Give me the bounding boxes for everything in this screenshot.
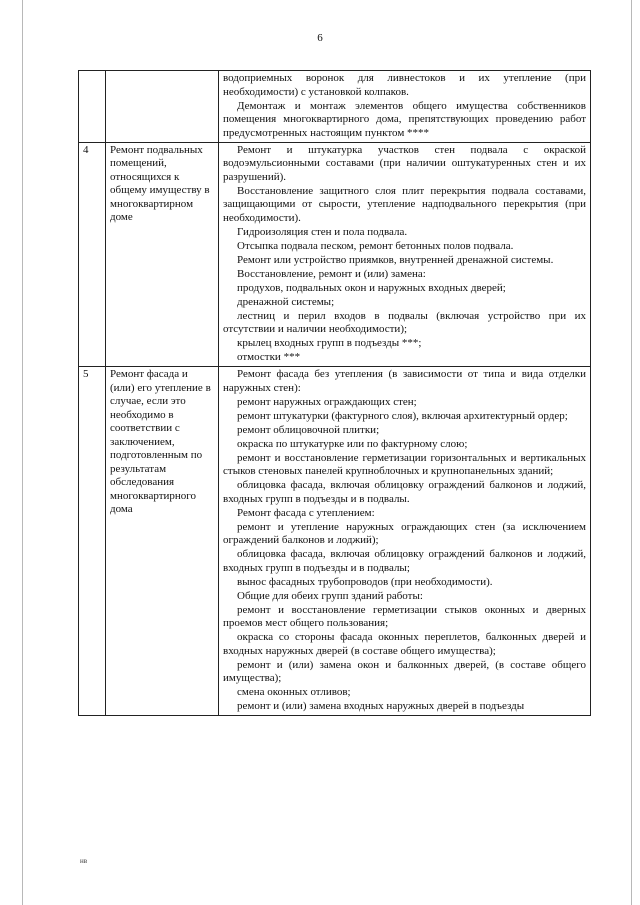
content-paragraph: ремонт и восстановление герметизации горизонтальных и вертикальных стыков стеновых панелей крупноблочных и крупнопанельных зданий; — [223, 451, 586, 477]
content-paragraph: Восстановление, ремонт и (или) замена: — [237, 267, 426, 280]
content-paragraph: Ремонт и штукатурка участков стен подвала с окраской водоэмульсионными составами (при наличии оштукатуренных стен и их разрушений). — [223, 143, 586, 183]
content-paragraph: Ремонт или устройство приямков, внутренней дренажной системы. — [237, 253, 554, 266]
scan-edge-left — [22, 0, 23, 905]
row-title — [106, 71, 219, 143]
row-number: 5 — [79, 367, 106, 716]
content-paragraph: Восстановление защитного слоя плит перекрытия подвала составами, защищающими от сырости, утепление надподвального перекрытия (при необходимости). — [223, 184, 586, 224]
row-content — [219, 71, 591, 143]
footer-mark: нв — [80, 857, 88, 865]
row-content — [219, 142, 591, 367]
table-row — [79, 142, 591, 367]
row-number: 4 — [79, 142, 106, 367]
content-paragraph: Демонтаж и монтаж элементов общего имущества собственников помещения многоквартирного дома, препятствующих проведению работ предусмотренных настоящим пунктом **** — [223, 99, 586, 139]
content-paragraph: облицовка фасада, включая облицовку ограждений балконов и лоджий, входных групп в подъезды и в подвалы; — [223, 548, 586, 574]
works-table — [78, 70, 591, 716]
content-paragraph: Гидроизоляция стен и пола подвала. — [237, 225, 408, 238]
content-paragraph: облицовка фасада, включая облицовку ограждений балконов и лоджий, входных групп в подъезды и в подвалы. — [223, 479, 586, 505]
content-paragraph: ремонт и утепление наружных ограждающих стен (за исключением ограждений балконов и лоджий); — [223, 520, 586, 546]
table-row — [79, 367, 591, 716]
content-paragraph: окраска по штукатурке или по фактурному слою; — [237, 437, 468, 450]
scan-edge-right — [631, 0, 632, 905]
row-title: Ремонт подвальных помещений, относящихся к общему имуществу в многоквартирном доме — [106, 142, 219, 367]
table-row — [79, 71, 591, 143]
content-paragraph: ремонт штукатурки (фактурного слоя), включая архитектурный ордер; — [237, 409, 568, 422]
content-paragraph: вынос фасадных трубопроводов (при необходимости). — [237, 575, 493, 588]
content-paragraph: отмостки *** — [237, 351, 301, 363]
content-paragraph: Ремонт фасада без утепления (в зависимости от типа и вида отделки наружных стен): — [223, 368, 586, 394]
row-content — [219, 367, 591, 716]
content-paragraph: ремонт и (или) замена входных наружных дверей в подъезды — [237, 700, 525, 712]
content-paragraph: Отсыпка подвала песком, ремонт бетонных полов подвала. — [237, 239, 514, 252]
content-paragraph: лестниц и перил входов в подвалы (включая устройство при их отсутствии и наличии необходимости); — [223, 309, 586, 335]
row-title: Ремонт фасада и (или) его утепление в случае, если это необходимо в соответствии с заключением, подготовленным по результатам обследования многоквартирного дома — [106, 367, 219, 716]
content-paragraph: продухов, подвальных окон и наружных входных дверей; — [237, 281, 506, 294]
content-paragraph: ремонт и восстановление герметизации стыков оконных и дверных проемов мест общего пользования; — [223, 603, 586, 629]
content-paragraph: Общие для обеих групп зданий работы: — [237, 589, 423, 602]
content-paragraph: окраска со стороны фасада оконных переплетов, балконных дверей и входных наружных дверей (в составе общего имущества); — [223, 631, 586, 657]
content-paragraph: дренажной системы; — [237, 295, 335, 308]
content-paragraph: Ремонт фасада с утеплением: — [237, 506, 375, 519]
works-table-body — [79, 71, 591, 716]
page-number: 6 — [317, 32, 323, 44]
row-number — [79, 71, 106, 143]
content-paragraph: ремонт и (или) замена окон и балконных дверей, (в составе общего имущества); — [223, 658, 586, 684]
content-paragraph: смена оконных отливов; — [237, 686, 351, 698]
content-paragraph: водоприемных воронок для ливнестоков и их утепление (при необходимости) с установкой колпаков. — [223, 72, 586, 98]
content-paragraph: ремонт облицовочной плитки; — [237, 423, 380, 436]
content-paragraph: ремонт наружных ограждающих стен; — [237, 395, 417, 408]
content-paragraph: крылец входных групп в подъезды ***; — [237, 337, 422, 349]
